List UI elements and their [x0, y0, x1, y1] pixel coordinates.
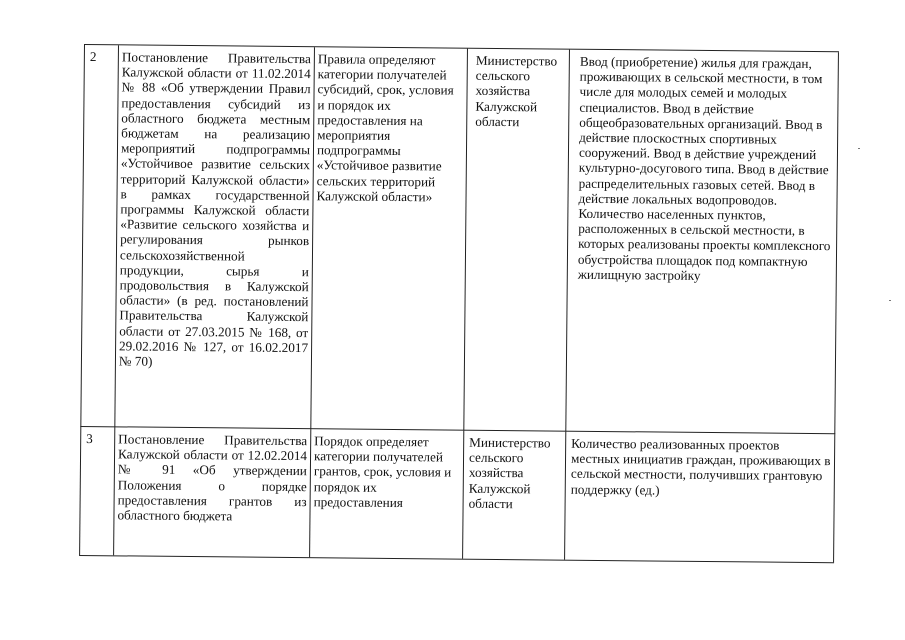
- table-row: [80, 44, 839, 434]
- document-table: [79, 44, 839, 561]
- row-number: 3: [79, 427, 114, 555]
- content-cell: Правила определяют категории получателей субсидий, срок, условия и порядок их предоставления на мероприятия подпрограммы «Устойчивое развитие сельских территорий Калужской области»: [310, 47, 467, 430]
- indicators-cell: Ввод (приобретение) жилья для граждан, проживающих в сельской местности, в том числе для молодых семей и молодых специалистов. Ввод в действие общеобразовательных организаций. Ввод в действие плоскостных спортивных сооружений. Ввод в действие учреждений культурно-досугового типа. Ввод в действие распределительных газовых сетей. Ввод в действие локальных водопроводов. Количество населенных пунктов, расположенных в сельской местности, в которых реализованы проекты комплексного обустройства площадок под компактную жилищную застройку: [565, 50, 839, 435]
- scan-speck: [858, 148, 860, 149]
- scan-speck: [889, 300, 891, 301]
- row-number: 2: [80, 45, 118, 427]
- legal-act-cell: Постановление Правительства Калужской области от 11.02.2014 № 88 «Об утверждении Правил предоставления субсидий из областного бюджета местным бюджетам на реализацию мероприятий подпрограммы «Устойчивое развитие сельских территорий Калужской области» в рамках государственной программы Калужской области «Развитие сельского хозяйства и регулирования рынков сельскохозяйственной продукции, сырья и продовольствия в Калужской области» (в ред. постановлений Правительства Калужской области от 27.03.2015 № 168, от 29.02.2016 № 127, от 16.02.2017 № 70): [114, 45, 314, 429]
- legal-act-cell: Постановление Правительства Калужской области от 12.02.2014 № 91 «Об утверждении Положения о порядке предоставления грантов из областного бюджета: [113, 427, 310, 557]
- ministry-cell: Министерство сельского хозяйства Калужской области: [462, 431, 565, 560]
- ministry-cell: Министерство сельского хозяйства Калужской области: [463, 49, 569, 432]
- table-row: [79, 426, 835, 563]
- content-cell: Порядок определяет категории получателей грантов, срок, условия и порядок их предоставления: [309, 429, 463, 558]
- indicators-cell: Количество реализованных проектов местных инициатив граждан, проживающих в сельской местности, получивших грантовую поддержку (ед.): [564, 432, 835, 563]
